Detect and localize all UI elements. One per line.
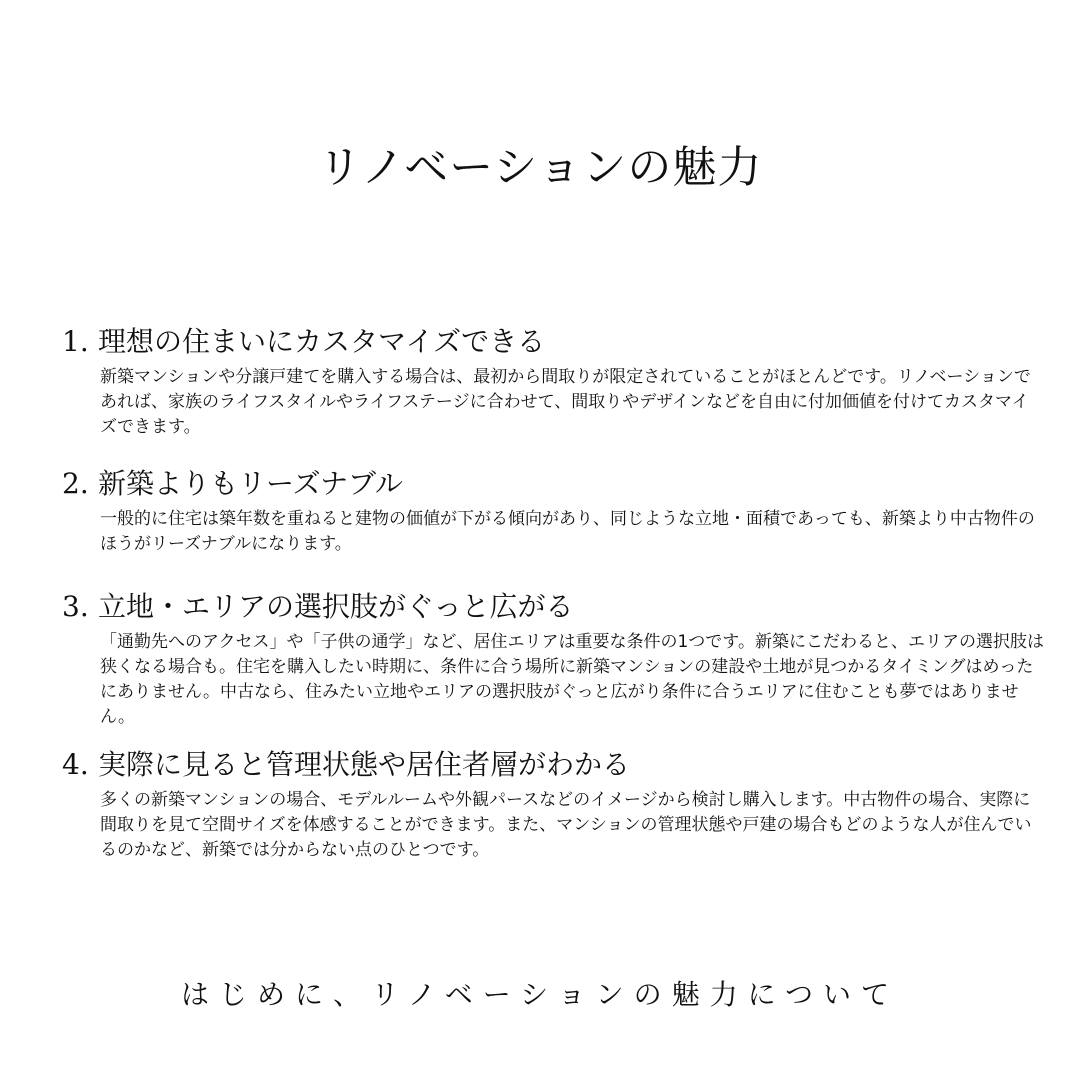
section-body: 「通勤先へのアクセス」や「子供の通学」など、居住エリアは重要な条件の1つです。新築にこだわると、エリアの選択肢は狭くなる場合も。住宅を購入したい時期に、条件に合う場所に新築マンションの建設や土地が見つかるタイミングはめったにありません。中古なら、住みたい立地やエリアの選択肢がぐっと広がり条件に合うエリアに住むことも夢ではありません。 <box>100 632 1044 727</box>
page-title: リノベーションの魅力 <box>317 142 763 193</box>
section-heading-text: 実際に見ると管理状態や居住者層がわかる <box>98 748 631 781</box>
section-number: 3. <box>62 590 89 623</box>
section-number: 4. <box>62 748 89 781</box>
section-reasonable <box>62 467 1042 557</box>
section-heading-text: 新築よりもリーズナブル <box>98 467 403 500</box>
section-body: 多くの新築マンションの場合、モデルルームや外観パースなどのイメージから検討し購入します。中古物件の場合、実際に間取りを見て空間サイズを体感することができます。また、マンションの管理状態や戸建の場合もどのような人が住んでいるのかなど、新築では分からない点のひとつです。 <box>100 790 1032 860</box>
section-heading-text: 立地・エリアの選択肢がぐっと広がる <box>98 590 574 623</box>
section-location <box>62 590 1042 730</box>
section-heading <box>62 748 1042 782</box>
section-heading <box>62 590 1042 624</box>
section-heading-text: 理想の住まいにカスタマイズできる <box>98 325 546 358</box>
footer-caption: はじめに、リノベーションの魅力について <box>180 978 900 1011</box>
section-number: 2. <box>62 467 89 500</box>
section-customize <box>62 325 1042 440</box>
section-heading <box>62 467 1042 501</box>
section-number: 1. <box>62 325 89 358</box>
section-body: 一般的に住宅は築年数を重ねると建物の価値が下がる傾向があり、同じような立地・面積であっても、新築より中古物件のほうがリーズナブルになります。 <box>100 509 1035 554</box>
section-heading <box>62 325 1042 359</box>
section-management <box>62 748 1042 863</box>
section-body: 新築マンションや分譲戸建てを購入する場合は、最初から間取りが限定されていることがほとんどです。リノベーションであれば、家族のライフスタイルやライフステージに合わせて、間取りやデザインなどを自由に付加価値を付けてカスタマイズできます。 <box>100 367 1031 437</box>
